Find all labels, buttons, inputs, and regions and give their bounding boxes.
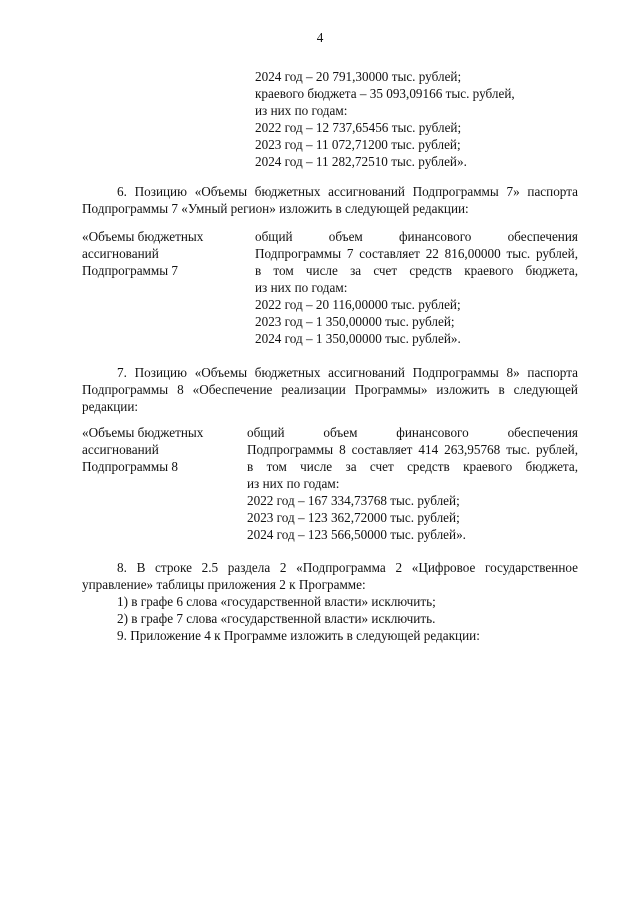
- value-line: 2024 год – 123 566,50000 тыс. рублей».: [247, 527, 466, 542]
- value-line: в том числе за счет средств краевого бюджета,: [247, 459, 578, 474]
- item-7-paragraph: [82, 364, 578, 415]
- value-line: общий объем финансового обеспечения: [247, 425, 578, 440]
- paragraph-line: 6. Позицию «Объемы бюджетных ассигнований Подпрограммы 7» паспорта: [117, 184, 578, 199]
- row-label: [82, 424, 247, 543]
- value-line: 2023 год – 1 350,00000 тыс. рублей;: [255, 314, 455, 329]
- value-line: Подпрограммы 8 составляет 414 263,95768 тыс. рублей,: [247, 442, 578, 457]
- label-line: «Объемы бюджетных: [82, 425, 204, 440]
- top-financing-block: [255, 68, 585, 170]
- list-item: 1) в графе 6 слова «государственной власти» исключить;: [117, 594, 436, 609]
- value-line: из них по годам:: [255, 280, 348, 295]
- row-value: [247, 424, 578, 543]
- text-line: краевого бюджета – 35 093,09166 тыс. рублей,: [255, 86, 515, 101]
- label-line: Подпрограммы 7: [82, 263, 178, 278]
- item-6-table-row: [82, 228, 578, 347]
- paragraph-line: 9. Приложение 4 к Программе изложить в следующей редакции:: [117, 628, 480, 643]
- paragraph-line: 7. Позицию «Объемы бюджетных ассигнований Подпрограммы 8» паспорта: [117, 365, 578, 380]
- value-line: 2023 год – 123 362,72000 тыс. рублей;: [247, 510, 460, 525]
- paragraph-line: Подпрограммы 8 «Обеспечение реализации Программы» изложить в следующей: [82, 382, 578, 397]
- item-6-paragraph: [82, 183, 578, 217]
- value-line: в том числе за счет средств краевого бюджета,: [255, 263, 578, 278]
- paragraph-line: 8. В строке 2.5 раздела 2 «Подпрограмма 2 «Цифровое государственное: [117, 560, 578, 575]
- row-label: [82, 228, 247, 347]
- text-line: 2022 год – 12 737,65456 тыс. рублей;: [255, 120, 462, 135]
- label-line: ассигнований: [82, 246, 159, 261]
- label-line: «Объемы бюджетных: [82, 229, 204, 244]
- paragraph-line: редакции:: [82, 399, 139, 414]
- paragraph-line: управление» таблицы приложения 2 к Программе:: [82, 577, 366, 592]
- value-line: 2022 год – 167 334,73768 тыс. рублей;: [247, 493, 460, 508]
- text-line: из них по годам:: [255, 103, 348, 118]
- text-line: 2024 год – 11 282,72510 тыс. рублей».: [255, 154, 467, 169]
- row-value: [247, 228, 578, 347]
- item-9-paragraph: [82, 627, 578, 644]
- item-7-table-row: [82, 424, 578, 543]
- value-line: из них по годам:: [247, 476, 340, 491]
- list-item: 2) в графе 7 слова «государственной власти» исключить.: [117, 611, 436, 626]
- label-line: Подпрограммы 8: [82, 459, 178, 474]
- text-line: 2023 год – 11 072,71200 тыс. рублей;: [255, 137, 461, 152]
- value-line: 2024 год – 1 350,00000 тыс. рублей».: [255, 331, 461, 346]
- value-line: Подпрограммы 7 составляет 22 816,00000 тыс. рублей,: [255, 246, 578, 261]
- text-line: 2024 год – 20 791,30000 тыс. рублей;: [255, 69, 462, 84]
- paragraph-line: Подпрограммы 7 «Умный регион» изложить в следующей редакции:: [82, 201, 469, 216]
- value-line: общий объем финансового обеспечения: [255, 229, 578, 244]
- page-number: 4: [316, 30, 324, 45]
- value-line: 2022 год – 20 116,00000 тыс. рублей;: [255, 297, 461, 312]
- label-line: ассигнований: [82, 442, 159, 457]
- item-8-paragraph: [82, 559, 578, 627]
